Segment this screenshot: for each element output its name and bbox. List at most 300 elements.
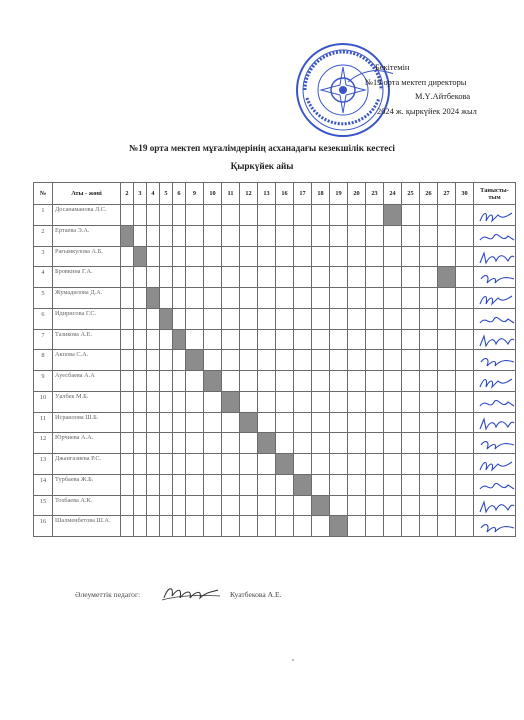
day-cell: [147, 267, 160, 288]
day-cell: [420, 454, 438, 475]
day-cell: [456, 225, 474, 246]
day-cell: [402, 474, 420, 495]
header-day: 2: [121, 183, 134, 205]
day-cell: [222, 350, 240, 371]
footer-signature: [160, 582, 222, 604]
day-cell: [438, 391, 456, 412]
day-cell: [294, 308, 312, 329]
day-cell: [402, 225, 420, 246]
day-cell: [134, 516, 147, 537]
day-cell: [402, 267, 420, 288]
day-cell: [312, 225, 330, 246]
day-cell: [204, 412, 222, 433]
day-cell: [276, 205, 294, 226]
day-cell: [186, 391, 204, 412]
duty-cell: [384, 205, 402, 226]
day-cell: [173, 246, 186, 267]
day-cell: [348, 267, 366, 288]
day-cell: [222, 474, 240, 495]
day-cell: [186, 329, 204, 350]
day-cell: [402, 308, 420, 329]
day-cell: [186, 495, 204, 516]
table-row: [34, 308, 516, 329]
row-number: 6: [34, 308, 53, 329]
approval-line-1: Бекітемін: [375, 63, 410, 72]
day-cell: [204, 308, 222, 329]
day-cell: [330, 205, 348, 226]
duty-cell: [276, 454, 294, 475]
signature-cell: [474, 267, 516, 288]
table-row: [34, 329, 516, 350]
day-cell: [222, 371, 240, 392]
day-cell: [204, 350, 222, 371]
day-cell: [384, 329, 402, 350]
day-cell: [438, 308, 456, 329]
day-cell: [121, 433, 134, 454]
day-cell: [312, 371, 330, 392]
day-cell: [348, 205, 366, 226]
day-cell: [366, 225, 384, 246]
duty-schedule-table: [33, 182, 516, 537]
day-cell: [438, 371, 456, 392]
day-cell: [402, 516, 420, 537]
day-cell: [186, 225, 204, 246]
row-number: 5: [34, 288, 53, 309]
day-cell: [276, 267, 294, 288]
day-cell: [240, 454, 258, 475]
day-cell: [121, 474, 134, 495]
day-cell: [222, 516, 240, 537]
day-cell: [147, 412, 160, 433]
day-cell: [204, 433, 222, 454]
day-cell: [276, 474, 294, 495]
day-cell: [276, 495, 294, 516]
day-cell: [222, 495, 240, 516]
row-number: 8: [34, 350, 53, 371]
day-cell: [258, 288, 276, 309]
day-cell: [204, 225, 222, 246]
signature-mark: [478, 375, 516, 391]
signature-cell: [474, 350, 516, 371]
day-cell: [366, 288, 384, 309]
teacher-name: Уалбек М.Б.: [53, 391, 121, 412]
day-cell: [330, 288, 348, 309]
header-day: 4: [147, 183, 160, 205]
day-cell: [134, 267, 147, 288]
day-cell: [384, 288, 402, 309]
duty-cell: [160, 308, 173, 329]
table-row: [34, 412, 516, 433]
day-cell: [173, 267, 186, 288]
day-cell: [258, 246, 276, 267]
signature-mark: [478, 209, 516, 225]
day-cell: [330, 225, 348, 246]
table-row: [34, 246, 516, 267]
header-day: 11: [222, 183, 240, 205]
header-day: 18: [312, 183, 330, 205]
day-cell: [420, 516, 438, 537]
day-cell: [312, 454, 330, 475]
day-cell: [312, 205, 330, 226]
day-cell: [160, 288, 173, 309]
day-cell: [186, 516, 204, 537]
day-cell: [420, 225, 438, 246]
header-day: 30: [456, 183, 474, 205]
day-cell: [134, 391, 147, 412]
day-cell: [438, 246, 456, 267]
day-cell: [276, 391, 294, 412]
signature-mark: [478, 313, 516, 329]
header-name: Аты - жөні: [53, 183, 121, 205]
teacher-name: Рағымкулова А.Б.: [53, 246, 121, 267]
day-cell: [384, 433, 402, 454]
day-cell: [330, 474, 348, 495]
day-cell: [438, 205, 456, 226]
header-day: 3: [134, 183, 147, 205]
header-day: 16: [276, 183, 294, 205]
signature-mark: [478, 334, 516, 350]
day-cell: [294, 371, 312, 392]
header-day: 23: [366, 183, 384, 205]
day-cell: [402, 288, 420, 309]
day-cell: [402, 205, 420, 226]
day-cell: [160, 474, 173, 495]
day-cell: [121, 516, 134, 537]
day-cell: [420, 329, 438, 350]
day-cell: [420, 246, 438, 267]
day-cell: [160, 454, 173, 475]
day-cell: [240, 267, 258, 288]
day-cell: [186, 205, 204, 226]
table-row: [34, 267, 516, 288]
day-cell: [438, 225, 456, 246]
signature-cell: [474, 288, 516, 309]
signature-cell: [474, 495, 516, 516]
day-cell: [294, 225, 312, 246]
day-cell: [147, 371, 160, 392]
day-cell: [330, 246, 348, 267]
day-cell: [384, 267, 402, 288]
teacher-name: Тохбаева А.К.: [53, 495, 121, 516]
table-row: [34, 371, 516, 392]
day-cell: [438, 350, 456, 371]
day-cell: [240, 433, 258, 454]
row-number: 11: [34, 412, 53, 433]
day-cell: [222, 454, 240, 475]
day-cell: [160, 391, 173, 412]
row-number: 2: [34, 225, 53, 246]
signature-cell: [474, 454, 516, 475]
day-cell: [240, 288, 258, 309]
day-cell: [258, 516, 276, 537]
approval-block: [363, 61, 523, 119]
day-cell: [222, 205, 240, 226]
day-cell: [348, 516, 366, 537]
day-cell: [204, 267, 222, 288]
day-cell: [330, 412, 348, 433]
day-cell: [456, 391, 474, 412]
day-cell: [276, 288, 294, 309]
day-cell: [402, 350, 420, 371]
day-cell: [258, 495, 276, 516]
signature-mark: [478, 437, 516, 453]
day-cell: [348, 288, 366, 309]
duty-cell: [222, 391, 240, 412]
day-cell: [330, 454, 348, 475]
day-cell: [222, 433, 240, 454]
day-cell: [147, 433, 160, 454]
day-cell: [402, 433, 420, 454]
row-number: 14: [34, 474, 53, 495]
day-cell: [294, 288, 312, 309]
day-cell: [348, 474, 366, 495]
day-cell: [348, 495, 366, 516]
table-row: [34, 391, 516, 412]
day-cell: [186, 371, 204, 392]
day-cell: [160, 412, 173, 433]
header-day: 5: [160, 183, 173, 205]
header-acknowledged: Танысты- тым: [474, 183, 516, 205]
day-cell: [384, 308, 402, 329]
table-row: [34, 225, 516, 246]
day-cell: [147, 391, 160, 412]
day-cell: [121, 350, 134, 371]
day-cell: [204, 288, 222, 309]
signature-mark: [478, 520, 516, 536]
day-cell: [173, 516, 186, 537]
day-cell: [121, 308, 134, 329]
signature-mark: [478, 458, 516, 474]
day-cell: [384, 371, 402, 392]
day-cell: [134, 225, 147, 246]
day-cell: [186, 412, 204, 433]
document-title: №19 орта мектеп мұғалімдерінің асханадағы кезекшілік кестесі: [129, 143, 395, 153]
day-cell: [456, 350, 474, 371]
day-cell: [384, 412, 402, 433]
day-cell: [276, 308, 294, 329]
footer-name: Куатбекова А.Е.: [230, 590, 282, 599]
teacher-name: Шалменбетова Ш.А.: [53, 516, 121, 537]
day-cell: [134, 412, 147, 433]
header-day: 27: [438, 183, 456, 205]
day-cell: [160, 246, 173, 267]
day-cell: [456, 246, 474, 267]
day-cell: [384, 225, 402, 246]
day-cell: [366, 246, 384, 267]
day-cell: [160, 495, 173, 516]
signature-cell: [474, 412, 516, 433]
day-cell: [438, 516, 456, 537]
day-cell: [186, 474, 204, 495]
day-cell: [258, 267, 276, 288]
signature-cell: [474, 474, 516, 495]
day-cell: [160, 225, 173, 246]
header-number: №: [34, 183, 53, 205]
day-cell: [456, 474, 474, 495]
day-cell: [330, 371, 348, 392]
footer-label: Әлеуметтік педагог:: [75, 590, 141, 599]
header-day: 26: [420, 183, 438, 205]
day-cell: [204, 495, 222, 516]
day-cell: [276, 516, 294, 537]
table-row: [34, 516, 516, 537]
day-cell: [147, 205, 160, 226]
day-cell: [258, 329, 276, 350]
day-cell: [222, 288, 240, 309]
day-cell: [366, 391, 384, 412]
row-number: 10: [34, 391, 53, 412]
day-cell: [294, 391, 312, 412]
header-day: 9: [186, 183, 204, 205]
day-cell: [134, 205, 147, 226]
day-cell: [312, 329, 330, 350]
day-cell: [186, 454, 204, 475]
day-cell: [276, 225, 294, 246]
day-cell: [456, 308, 474, 329]
day-cell: [121, 246, 134, 267]
day-cell: [186, 433, 204, 454]
day-cell: [402, 329, 420, 350]
duty-cell: [294, 474, 312, 495]
header-day: 6: [173, 183, 186, 205]
teacher-name: Турбаева Ж.Б.: [53, 474, 121, 495]
day-cell: [204, 474, 222, 495]
day-cell: [173, 474, 186, 495]
day-cell: [134, 308, 147, 329]
day-cell: [456, 412, 474, 433]
day-cell: [312, 308, 330, 329]
day-cell: [348, 329, 366, 350]
day-cell: [384, 516, 402, 537]
day-cell: [147, 350, 160, 371]
table-row: [34, 454, 516, 475]
day-cell: [330, 350, 348, 371]
day-cell: [438, 495, 456, 516]
day-cell: [147, 454, 160, 475]
day-cell: [258, 308, 276, 329]
day-cell: [258, 391, 276, 412]
day-cell: [258, 350, 276, 371]
day-cell: [173, 454, 186, 475]
teacher-name: Тазикова А.Е.: [53, 329, 121, 350]
day-cell: [384, 246, 402, 267]
day-cell: [330, 495, 348, 516]
table-row: [34, 350, 516, 371]
duty-cell: [147, 288, 160, 309]
table-row: [34, 205, 516, 226]
table-row: [34, 495, 516, 516]
day-cell: [173, 288, 186, 309]
day-cell: [366, 433, 384, 454]
day-cell: [121, 391, 134, 412]
day-cell: [330, 267, 348, 288]
day-cell: [121, 412, 134, 433]
day-cell: [312, 412, 330, 433]
document-subtitle: Қыркүйек айы: [230, 161, 294, 171]
day-cell: [294, 412, 312, 433]
table-row: [34, 288, 516, 309]
day-cell: [147, 225, 160, 246]
day-cell: [330, 308, 348, 329]
duty-cell: [312, 495, 330, 516]
day-cell: [348, 433, 366, 454]
day-cell: [222, 412, 240, 433]
row-number: 15: [34, 495, 53, 516]
table-row: [34, 474, 516, 495]
signature-mark: [478, 396, 516, 412]
day-cell: [456, 371, 474, 392]
day-cell: [240, 225, 258, 246]
day-cell: [384, 454, 402, 475]
day-cell: [456, 495, 474, 516]
day-cell: [420, 474, 438, 495]
signature-mark: [478, 354, 516, 370]
duty-cell: [258, 433, 276, 454]
day-cell: [240, 308, 258, 329]
day-cell: [134, 371, 147, 392]
day-cell: [402, 371, 420, 392]
day-cell: [160, 350, 173, 371]
day-cell: [366, 412, 384, 433]
day-cell: [147, 246, 160, 267]
day-cell: [276, 433, 294, 454]
header-day: 24: [384, 183, 402, 205]
row-number: 13: [34, 454, 53, 475]
day-cell: [438, 474, 456, 495]
signature-cell: [474, 225, 516, 246]
day-cell: [147, 474, 160, 495]
signature-cell: [474, 329, 516, 350]
teacher-name: Ауесбаева А.А: [53, 371, 121, 392]
row-number: 1: [34, 205, 53, 226]
day-cell: [366, 516, 384, 537]
teacher-name: Бровкина Г.А.: [53, 267, 121, 288]
scan-speck: [292, 659, 294, 661]
day-cell: [294, 205, 312, 226]
day-cell: [456, 454, 474, 475]
day-cell: [240, 474, 258, 495]
day-cell: [312, 246, 330, 267]
duty-cell: [121, 225, 134, 246]
signature-mark: [478, 292, 516, 308]
day-cell: [456, 433, 474, 454]
day-cell: [348, 350, 366, 371]
day-cell: [348, 454, 366, 475]
table-body: [34, 205, 516, 537]
day-cell: [366, 308, 384, 329]
day-cell: [294, 350, 312, 371]
day-cell: [438, 288, 456, 309]
day-cell: [134, 474, 147, 495]
day-cell: [147, 308, 160, 329]
day-cell: [420, 371, 438, 392]
day-cell: [294, 246, 312, 267]
day-cell: [134, 350, 147, 371]
table-row: [34, 433, 516, 454]
day-cell: [258, 371, 276, 392]
day-cell: [402, 454, 420, 475]
day-cell: [258, 225, 276, 246]
row-number: 12: [34, 433, 53, 454]
day-cell: [294, 267, 312, 288]
day-cell: [294, 454, 312, 475]
day-cell: [173, 433, 186, 454]
header-day: 13: [258, 183, 276, 205]
teacher-name: Жумадилова Д.А.: [53, 288, 121, 309]
row-number: 4: [34, 267, 53, 288]
day-cell: [348, 308, 366, 329]
day-cell: [312, 350, 330, 371]
